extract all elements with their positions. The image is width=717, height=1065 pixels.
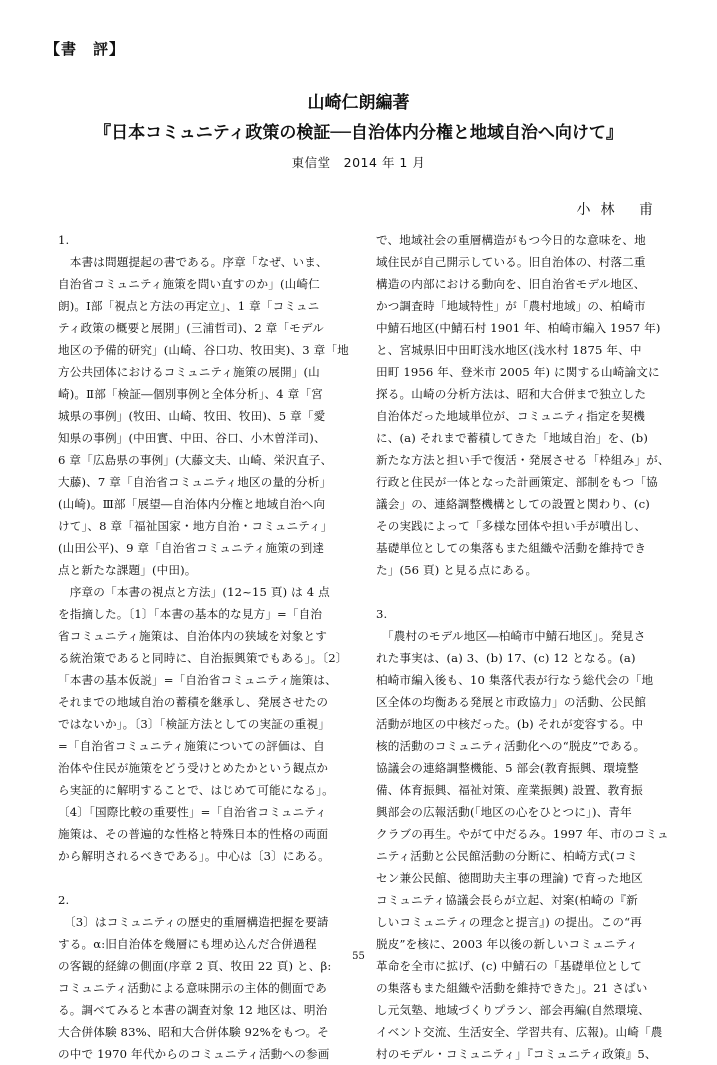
text-line: 2. <box>58 893 70 907</box>
text-line: 大藤)、7 章「自治省コミュニティ地区の量的分析」 <box>58 475 332 489</box>
text-line: る。調べてみると本書の調査対象 12 地区は、明治 <box>58 1003 328 1017</box>
text-line: 備、体育振興、福祉対策、産業振興) 設置、教育振 <box>376 783 643 797</box>
text-line: の集落もまた組織や活動を維持できた」。21 さばい <box>376 981 648 995</box>
text-line: 柏崎市編入後も、10 集落代表が行なう総代会の「地 <box>376 673 654 687</box>
text-line: 核的活動のコミュニティ活動化への“脱皮”である。 <box>376 739 646 753</box>
text-line: 〔3〕はコミュニティの歴史的重層構造把握を要請 <box>58 915 329 929</box>
text-line: 中鯖石地区(中鯖石村 1901 年、柏崎市編入 1957 年) <box>376 321 661 335</box>
text-line: 6 章「広島県の事例」(大藤文夫、山崎、栄沢直子、 <box>58 453 333 467</box>
text-line: 興部会の広報活動(「地区の心をひとつに」)、青年 <box>376 805 632 819</box>
text-line: 崎)。Ⅱ部「検証―個別事例と全体分析」、4 章「宮 <box>58 387 323 401</box>
text-line: 田町 1956 年、登米市 2005 年) に関する山崎論文に <box>376 365 660 379</box>
text-line: 施策は、その普遍的な性格と特殊日本的性格の両面 <box>58 827 329 841</box>
text-line: =「自治省コミュニティ施策についての評価は、自 <box>58 739 325 753</box>
text-line: 議会」の、連絡調整機構としての設置と関わり、(c) <box>376 497 650 511</box>
text-line: セン兼公民館、徳間助夫主事の理論) で育った地区 <box>376 871 643 885</box>
text-line: 脱皮”を核に、2003 年以後の新しいコミュニティ <box>376 937 638 951</box>
text-line: の中で 1970 年代からのコミュニティ活動への参画 <box>58 1047 330 1061</box>
text-line: 村のモデル・コミュニティ」『コミュニティ政策』5、 <box>376 1047 657 1061</box>
reviewer-name: 小林 甫 <box>576 202 663 218</box>
text-line: 新たな方法と担い手で復活・発展させる「枠組み」が、 <box>376 453 670 467</box>
text-line: れた事実は、(a) 3、(b) 17、(c) 12 となる。(a) <box>376 651 636 665</box>
text-line: で、地域社会の重層構造がもつ今日的な意味を、地 <box>376 233 646 247</box>
book-editor: 山崎仁朗編著 <box>307 93 410 113</box>
text-line: 活動が地区の中核だった。(b) それが変容する。中 <box>376 717 644 731</box>
page-number: 55 <box>352 951 365 962</box>
text-line: と、宮城県旧中田町浅水地区(浅水村 1875 年、中 <box>376 343 642 357</box>
text-line: 探る。山崎の分析方法は、昭和大合併まで独立した <box>376 387 647 401</box>
publication-info: 東信堂 2014 年 1 月 <box>291 155 426 170</box>
text-line: 地区の予備的研究」(山崎、谷口功、牧田実)、3 章「地 <box>58 343 349 357</box>
text-line: する。α:旧自治体を幾層にも埋め込んだ合併過程 <box>58 937 317 951</box>
text-line: ティ政策の概要と展開」(三浦哲司)、2 章「モデル <box>58 321 324 335</box>
text-line: を指摘した。〔1〕「本書の基本的な見方」=「自治 <box>58 607 323 621</box>
text-line: 自治体だった地域単位が、コミュニティ指定を契機 <box>376 409 645 423</box>
text-line: それまでの地域自治の蓄積を継承し、発展させたの <box>58 695 329 709</box>
text-line: ではないか」。〔3〕「検証方法としての実証の重視」 <box>58 717 330 731</box>
right-column <box>376 229 674 1065</box>
text-line: 3. <box>376 607 388 621</box>
text-line: 〔4〕「国際比較の重要性」=「自治省コミュニティ <box>58 805 327 819</box>
section-label: 【書 評】 <box>45 40 126 58</box>
text-line: (山田公平)、9 章「自治省コミュニティ施策の到達 <box>58 541 325 555</box>
book-title: 『日本コミュニティ政策の検証──自治体内分権と地域自治へ向けて』 <box>94 123 623 143</box>
text-line: イベント交流、生活安全、学習共有、広報)。山崎「農 <box>376 1025 663 1039</box>
text-line: 区全体の均衡ある発展と市政協力」の活動、公民館 <box>376 695 647 709</box>
text-line: ニティ活動と公民館活動の分断に、柏崎方式(コミ <box>376 849 639 863</box>
text-line: 大合併体験 83%、昭和大合併体験 92%をもつ。そ <box>58 1025 330 1039</box>
text-line: クラブの再生。やがて中だるみ。1997 年、市のコミュ <box>376 827 669 841</box>
text-line: 城県の事例」(牧田、山崎、牧田、牧田)、5 章「愛 <box>58 409 326 423</box>
text-line: しいコミュニティの理念と提言』) の提出。この“再 <box>376 915 642 929</box>
text-line: 方公共団体におけるコミュニティ施策の展開」(山 <box>58 365 320 379</box>
text-line: 「本書の基本仮説」=「自治省コミュニティ施策は、 <box>58 673 337 687</box>
text-line: 点と新たな課題」(中田)。 <box>58 563 197 577</box>
text-line: る統治策であると同時に、自治振興策でもある」。〔2〕 <box>58 651 348 665</box>
text-line: 省コミュニティ施策は、自治体内の狭域を対象とす <box>58 629 327 643</box>
left-column <box>58 229 356 1065</box>
text-line: (山崎)。Ⅲ部「展望―自治体内分権と地域自治へ向 <box>58 497 326 511</box>
text-line: 序章の「本書の視点と方法」(12~15 頁) は 4 点 <box>58 585 330 599</box>
text-line: 知県の事例」(中田實、中田、谷口、小木曽洋司)、 <box>58 431 326 445</box>
text-line: 自治省コミュニティ施策を問い直すのか」(山崎仁 <box>58 277 320 291</box>
text-line: た」(56 頁) と見る点にある。 <box>376 563 538 577</box>
paragraph-gap <box>376 581 674 603</box>
text-line: 「農村のモデル地区―柏崎市中鯖石地区」。発見さ <box>376 629 646 643</box>
text-line: から解明されるべきである」。中心は〔3〕にある。 <box>58 849 330 863</box>
text-line: し元気塾、地域づくりプラン、部会再編(自然環境、 <box>376 1003 650 1017</box>
text-line: 本書は問題提起の書である。序章「なぜ、いま、 <box>58 255 328 269</box>
text-line: 1. <box>58 233 70 247</box>
text-line: 協議会の連絡調整機能、5 部会(教育振興、環境整 <box>376 761 639 775</box>
text-line: 域住民が自己開示している。旧自治体の、村落二重 <box>376 255 646 269</box>
text-line: 朗)。Ⅰ部「視点と方法の再定立」、1 章「コミュニ <box>58 299 320 313</box>
text-line: ら実証的に解明することで、はじめて可能になる」。 <box>58 783 334 797</box>
text-line: 革命を全市に拡げ、(c) 中鯖石の「基礎単位として <box>376 959 642 973</box>
text-line: その実践によって「多様な団体や担い手が噴出し、 <box>376 519 647 533</box>
text-line: コミュニティ協議会長らが立起、対案(柏崎の『新 <box>376 893 638 907</box>
text-line: けて」、8 章「福祉国家・地方自治・コミュニティ」 <box>58 519 333 533</box>
text-line: 治体や住民が施策をどう受けとめたかという観点か <box>58 761 329 775</box>
text-line: 構造の内部における動向を、旧自治省モデル地区、 <box>376 277 646 291</box>
text-line: コミュニティ活動による意味開示の主体的側面であ <box>58 981 327 995</box>
text-line: かつ調査時「地域特性」が「農村地域」の、柏崎市 <box>376 299 646 313</box>
paragraph-gap <box>58 867 356 889</box>
text-line: 行政と住民が一体となった計画策定、部制をもつ「協 <box>376 475 658 489</box>
text-line: に、(a) それまで蓄積してきた「地域自治」を、(b) <box>376 431 649 445</box>
text-line: の客観的経緯の側面(序章 2 頁、牧田 22 頁) と、β: <box>58 959 332 973</box>
text-line: 基礎単位としての集落もまた組織や活動を維持でき <box>376 541 647 555</box>
